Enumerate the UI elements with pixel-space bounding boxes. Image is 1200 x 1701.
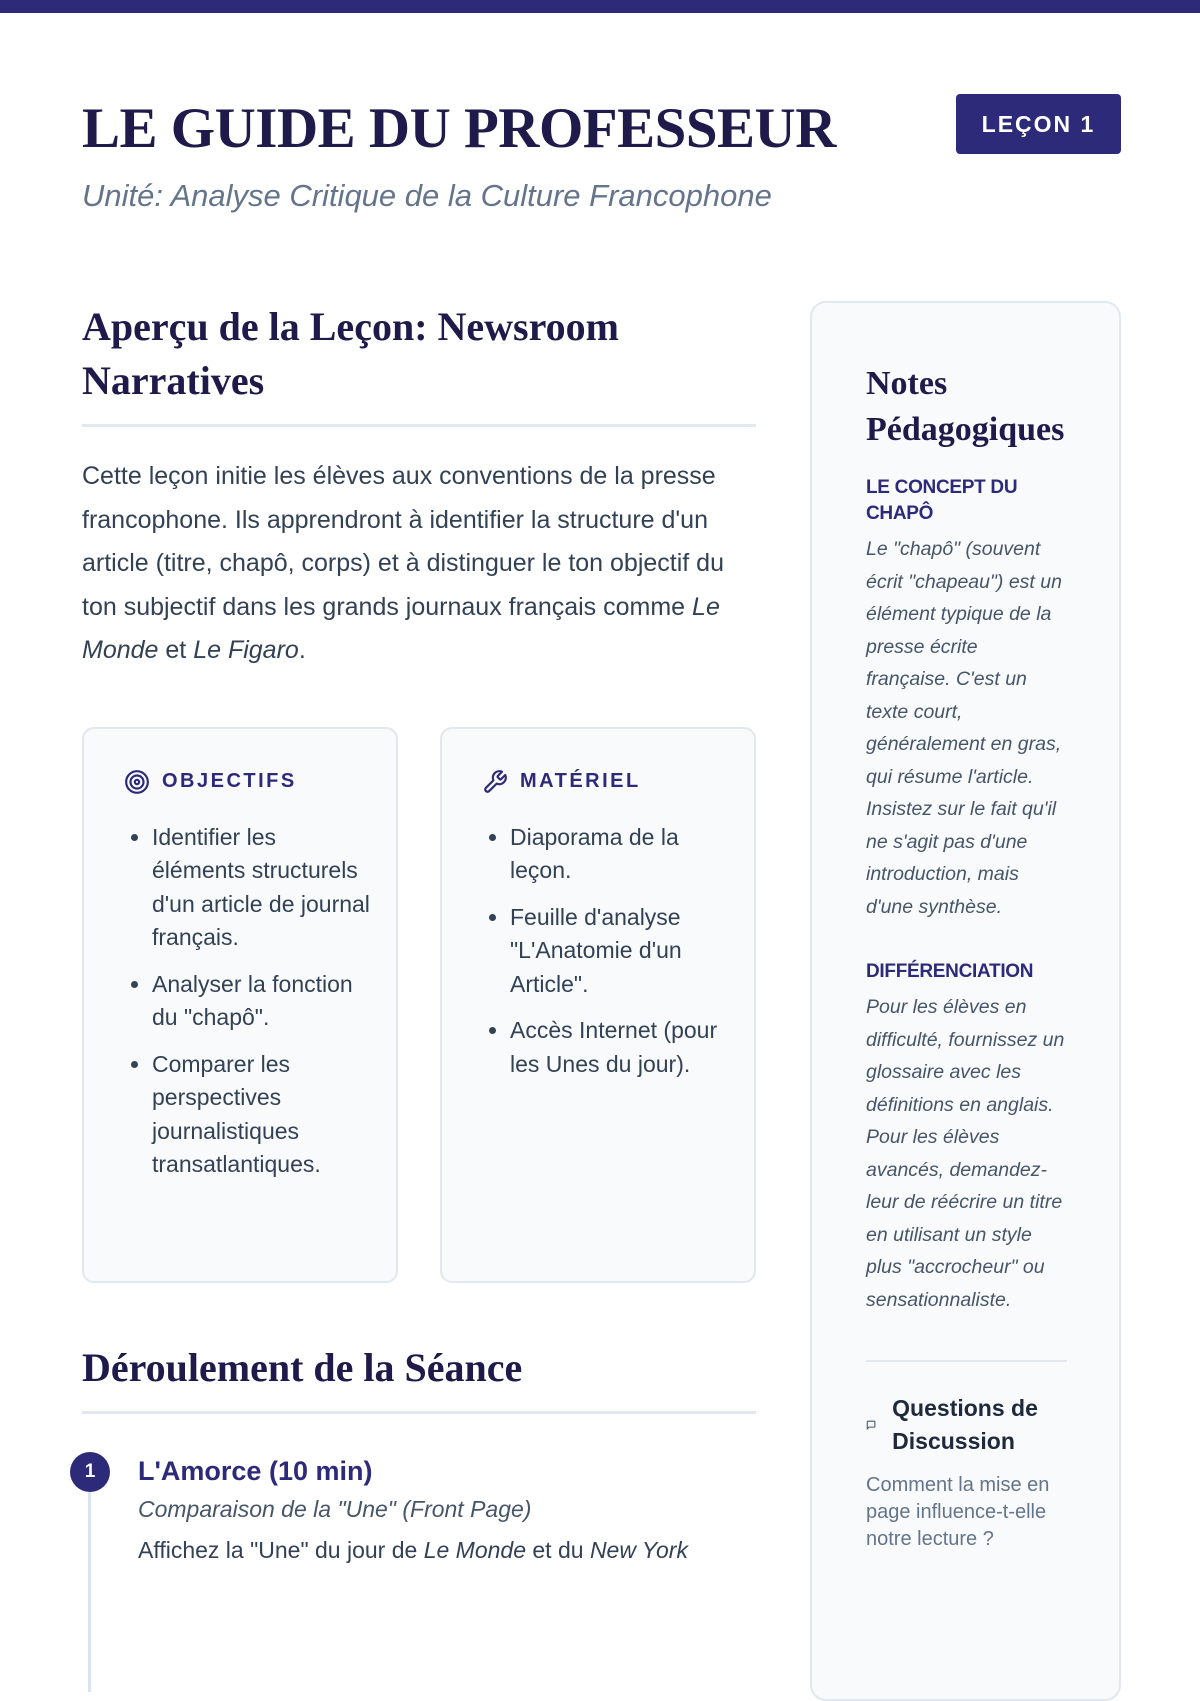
sidebar-heading: Notes Pédagogiques <box>866 365 1065 448</box>
divider <box>866 1360 1067 1362</box>
session-heading: Déroulement de la Séance <box>82 1341 756 1414</box>
top-accent-bar <box>0 0 1200 13</box>
lesson-badge: LEÇON 1 <box>956 94 1121 154</box>
step-number: 1 <box>70 1452 110 1492</box>
unit-subtitle: Unité: Analyse Critique de la Culture Francophone <box>82 178 772 213</box>
note-text: Pour les élèves en difficulté, fournissez un glossaire avec les définitions en anglais. Pour les élèves avancés, demandez-leur de réécrire un titre en utilisant un style plus "accrocheur" ou sensationnaliste. <box>866 996 1065 1311</box>
note-title: DIFFÉRENCIATION <box>866 961 1034 982</box>
teaching-notes-sidebar <box>810 301 1121 1701</box>
objective-item: • Analyser la fonction du "chapô". <box>152 968 372 1035</box>
material-item: • Feuille d'analyse "L'Anatomie d'un Article". <box>510 901 730 1002</box>
questions-title: Questions de Discussion <box>892 1395 1038 1454</box>
session-step <box>82 1452 756 1564</box>
wrench-icon <box>482 769 508 795</box>
objectives-card <box>82 727 398 1283</box>
newspaper-name: New York <box>589 1536 688 1563</box>
newspaper-name: Le Figaro <box>193 636 299 664</box>
step-text <box>138 1537 756 1564</box>
note-text: Le "chapô" (souvent écrit "chapeau") est un élément typique de la presse écrite française. C'est un texte court, généralement en gras, qui résume l'article. Insistez sur le fait qu'il ne s'agit pas d'une introduction, mais d'une synthèse. <box>866 538 1062 918</box>
objective-item: • Identifier les éléments structurels d'un article de journal français. <box>152 821 372 955</box>
material-item: • Accès Internet (pour les Unes du jour). <box>510 1014 730 1081</box>
newspaper-name: Le Monde <box>82 592 720 664</box>
questions-text: Comment la mise en page influence-t-elle notre lecture ? <box>866 1474 1050 1550</box>
text: Affichez la "Une" du jour de <box>138 1536 424 1563</box>
overview-text <box>82 455 756 673</box>
materials-card <box>440 727 756 1283</box>
main-column <box>82 300 756 1564</box>
chat-bubble-icon <box>866 1417 876 1433</box>
material-item: • Diaporama de la leçon. <box>510 821 730 888</box>
text: . <box>298 636 306 664</box>
materials-title: MATÉRIEL <box>520 770 641 792</box>
objectives-title: OBJECTIFS <box>162 770 297 792</box>
target-icon <box>124 769 150 795</box>
step-title: L'Amorce (10 min) <box>138 1455 373 1486</box>
newspaper-name: Le Monde <box>423 1536 526 1563</box>
timeline-line <box>88 1492 91 1692</box>
note-title: LE CONCEPT DU CHAPÔ <box>866 477 1018 524</box>
step-subtitle: Comparaison de la "Une" (Front Page) <box>138 1495 532 1522</box>
overview-heading: Aperçu de la Leçon: Newsroom Narratives <box>82 300 756 427</box>
text: et <box>158 636 194 664</box>
text: et du <box>526 1536 590 1563</box>
text: Cette leçon initie les élèves aux conventions de la presse francophone. Ils apprendront à identifier la structure d'un article (titre, chapô, corps) et à distinguer le ton objectif du ton subjectif dans les grands journaux français comme <box>82 462 724 621</box>
page-title: LE GUIDE DU PROFESSEUR <box>82 97 836 160</box>
objective-item: • Comparer les perspectives journalistiques transatlantiques. <box>152 1048 372 1182</box>
